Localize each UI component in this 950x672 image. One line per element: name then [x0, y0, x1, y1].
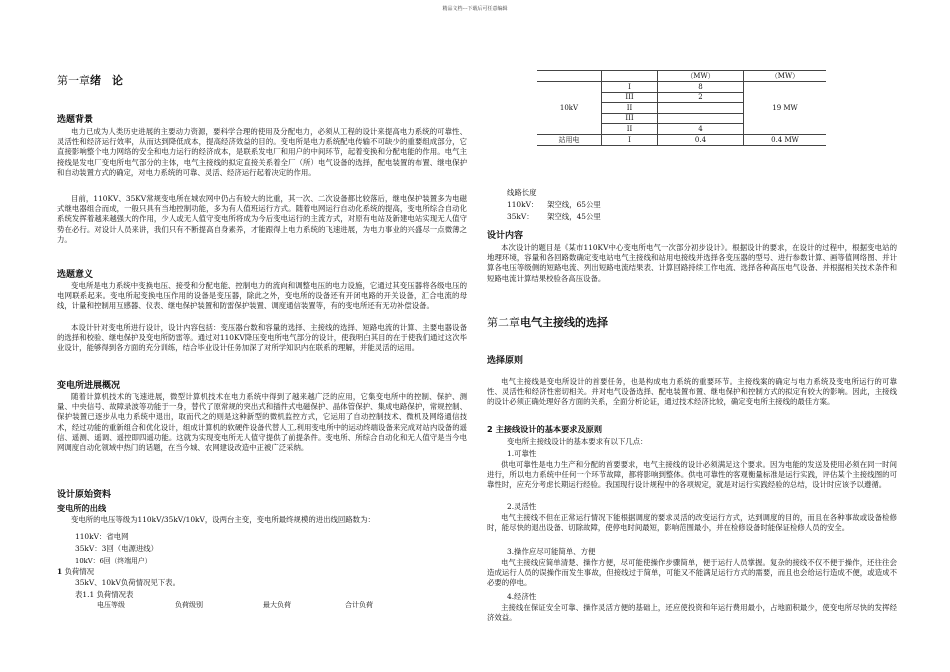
line-length-heading: 线路长度 — [507, 188, 537, 197]
section-raw-data-heading: 设计原始资料 — [57, 490, 112, 500]
significance-paragraph-1: 变电所是电力系统中变换电压、接受和分配电能、控制电力的流向和调整电压的电力设施，它通过其变压器将各级电压的电网联系起来。变电所起变换电压作用的设备是变压器，除此之外，变电所的设备还有开闭电路的开关设备，汇合电流的母线，计量和控制用互感器、仪表、继电保护装置和防雷保护装置、调度通信装置等，有的变电所还有无功补偿设备。 — [57, 281, 467, 311]
section-significance-heading: 选题意义 — [57, 270, 94, 280]
load-cell — [658, 113, 744, 124]
design-content-heading: 设计内容 — [487, 231, 524, 241]
load-table-header — [97, 599, 405, 610]
chapter-2-prefix: 第二章 — [487, 316, 520, 329]
load-heading-number: 1 — [57, 567, 63, 576]
chapter-1-prefix: 第一章 — [57, 74, 90, 87]
level-cell: II — [602, 124, 658, 135]
line-length-voltage: 110kV： — [507, 200, 539, 209]
line-10kv: 10kV：6回（终端用户） — [75, 557, 152, 565]
load-cell: 2 — [658, 92, 744, 103]
req-simplicity-title: 3.操作应尽可能简单、方便 — [507, 547, 596, 556]
load-table-continued — [537, 70, 826, 146]
unit-header-total: （MW） — [744, 71, 827, 82]
chapter-1-title — [57, 72, 123, 88]
table-cell-empty — [537, 71, 602, 82]
req-reliability-title: 1.可靠性 — [507, 449, 537, 458]
header-max-load: 最大负荷 — [263, 600, 291, 609]
requirements-intro: 变电所主接线设计的基本要求有以下几点： — [507, 437, 648, 446]
total-10kv-cell: 19 MW — [744, 82, 827, 135]
load-heading-text: 负荷情况 — [64, 567, 95, 576]
req-simplicity-paragraph: 电气主接线应简单清楚、操作方便，尽可能使操作步骤简单，便于运行人员掌握。复杂的接线不仅不便于操作，还往往会造成运行人员的误操作而发生事故，但接线过于简单，可能又不能满足运行方式的需要，而且也会给运行造成不便，或造成不必要的停电。 — [487, 558, 897, 588]
chapter-2-name: 电气主接线的选择 — [520, 316, 608, 329]
line-length-voltage: 35kV： — [507, 212, 534, 221]
load-heading — [57, 566, 94, 577]
basic-requirements-text: 主接线设计的基本要求及原则 — [495, 424, 603, 434]
load-paragraph: 35kV、10kV负荷情况见下表。 — [75, 578, 180, 587]
outgoing-lines-heading: 变电所的出线 — [57, 503, 107, 513]
line-length-110kv — [507, 199, 601, 210]
section-progress-heading: 变电所进展概况 — [57, 381, 121, 391]
header-voltage-level: 电压等级 — [97, 600, 125, 609]
selection-principle-paragraph: 电气主接线是变电所设计的首要任务，也是构成电力系统的重要环节。主接线案的确定与电力系统及变电所运行的可靠性、灵活性和经济性密切相关。并对电气设备选择、配电装置布置、继电保护和控制方式的拟定有较大的影响。因此，主接线的设计必须正确处理好各方面的关系，全面分析论证，通过技术经济比较，确定变电所主接线的最佳方案。 — [487, 377, 897, 407]
req-flexibility-title: 2.灵活性 — [507, 502, 537, 511]
progress-paragraph: 随着计算机技术的飞速进展，微型计算机技术在电力系统中得到了越来越广泛的应用，它集变电所中的控制、保护、测量、中央信号、故障录波等功能于一身，替代了原常规的突出式和插件式电磁保护、晶体管保护、集成电路保护，常规控制、保护装置已逐步从电力系统中退出，取而代之的则是这种新型的微机监控方式，它运用了自动控制技术、微机及网络通信技术，经过功能的重新组合和优化设计，组成计算机的软硬件设备代替人工,利用变电所中的运动终端设备来完成对站内设备的遥信、遥测、遥调、遥控即四遥功能。这就为实现变电所无人值守提供了前提条件。变电所、所综合自动化和无人值守是当今电网调度自动化领域中热门的话题，在当今城、农网建设改造中正被广泛采纳。 — [57, 392, 467, 453]
load-cell: 8 — [658, 82, 744, 93]
outgoing-lines-paragraph: 变电所的电压等级为110kV/35kV/10kV，设两台主变，变电所最终规模的进出线回路数为： — [71, 515, 375, 524]
chapter-2-title — [487, 314, 608, 330]
station-total-cell: 0.4 MW — [744, 134, 827, 145]
station-use-cell: 站用电 — [537, 134, 602, 145]
background-paragraph-2: 目前，110KV、35KV常规变电所在城农网中仍占有较大的比重，其一次、二次设备都比较落后，继电保护装置多为电磁式继电器组合而成，一般只具有当地控制功能，多为有人值班运行方式。随着电网运行自动化系统的提高，变电所综合自动化系统发挥着越来越强大的作用，少人或无人值守变电所将成为今后变电运行的主流方式，对原有电站及新建电站实现无人值守势在必行。对设计人员来讲，我们只有不断提高自身素养，才能跟得上电力系统的飞速进展，为电力事业的兴盛尽一点微薄之力。 — [57, 194, 467, 244]
significance-paragraph-2: 本设计针对变电所进行设计，设计内容包括：变压器台数和容量的选择、主接线的选择、短路电流的计算、主要电器设备的选择和校验、继电保护及变电所防雷等。通过对110KV降压变电所电气部分的设计，使我明白其目的在于使我们通过这次毕业设计，能够得到各方面的充分训练，结合毕业设计任务加深了对所学知识内在联系的理解，并能灵活的运用。 — [57, 323, 467, 353]
line-35kv: 35kV：3回（电源进线） — [75, 544, 159, 553]
station-level-cell: I — [602, 134, 658, 145]
table-cell-empty — [602, 71, 658, 82]
req-economy-title: 4.经济性 — [507, 592, 537, 601]
section-background-heading: 选题背景 — [57, 115, 94, 125]
table-caption: 表1.1 负荷情况表 — [75, 590, 134, 599]
req-flexibility-paragraph: 电气主接线不但在正常运行情况下能根据调度的要求灵活的改变运行方式，达到调度的目的，而且在各种事故或设备检修时，能尽快的退出设备、切除故障，使停电时间最短，影响范围最小，并在检修设备时能保证检修人员的安全。 — [487, 513, 897, 533]
req-reliability-paragraph: 供电可靠性是电力生产和分配的首要要求，电气主接线的设计必须满足这个要求。因为电能的发送及使用必须在同一时间进行，所以电力系统中任何一个环节故障，都将影响到整体。供电可靠性的客观衡量标准是运行实践，评估某个主接线图的可靠性时，应充分考虑长期运行经验。我国现行设计规程中的各项规定，就是对运行实践经验的总结，设计时应该予以遵循。 — [487, 460, 897, 490]
line-length-desc: 架空线，65公里 — [547, 200, 601, 209]
station-load-cell: 0.4 — [658, 134, 744, 145]
line-length-desc: 架空线，45公里 — [547, 212, 601, 221]
basic-requirements-heading — [487, 424, 602, 435]
req-economy-paragraph: 主接线在保证安全可靠、操作灵活方便的基础上，还应使投资和年运行费用最小，占地面积最少，使变电所尽快的发挥经济效益。 — [487, 603, 897, 623]
chapter-1-name: 绪 论 — [90, 74, 123, 87]
header-load-level: 负荷级别 — [175, 600, 203, 609]
voltage-10kv-cell: 10kV — [537, 82, 602, 135]
design-content-paragraph: 本次设计的题目是《某市110KV中心变电所电气一次部分初步设计》。根据设计的要求，在设计的过程中，根据变电站的地理环境，容量和各回路数确定变电站电气主接线和站用电接线并选择各变压器的型号、进行参数计算、画等值网络图、并计算各电压等级侧的短路电流、列出短路电流结果表、计算回路持续工作电流、选择各种高压电气设备、并根据相关技术条件和短路电流计算结果校验各高压设备。 — [487, 243, 897, 283]
level-cell: I — [602, 82, 658, 93]
line-110kv: 110kV：省电网 — [75, 532, 129, 541]
line-length-35kv — [507, 211, 601, 222]
level-cell: III — [602, 92, 658, 103]
background-paragraph-1: 电力已成为人类历史进展的主要动力资源，要科学合理的使用及分配电力，必须从工程的设计来提高电力系统的可靠性、灵活性和经济运行效率，从而达到降低成本，提高经济效益的目的。变电所是电力系统配电传输不可缺少的重要组成部分，它直接影响整个电力网络的安全和电力运行的经济成本，是联系发电厂和用户的中间环节，起着变换和分配电能的作用。电气主接线是发电厂变电所电气部分的主体，电气主接线的拟定直接关系着全厂（所）电气设备的选择，配电装置的布置、继电保护和自动装置方式的确定，对电力系统的可靠、灵活、经济运行起着决定的作用。 — [57, 127, 467, 177]
level-cell: III — [602, 113, 658, 124]
header-total-load: 合计负荷 — [345, 600, 373, 609]
page-header: 精品文档---下载后可任意编辑 — [442, 6, 508, 12]
unit-header-max: （MW） — [658, 71, 744, 82]
level-cell: II — [602, 103, 658, 114]
load-cell — [658, 103, 744, 114]
selection-principle-heading: 选择原则 — [487, 356, 524, 366]
load-cell: 4 — [658, 124, 744, 135]
basic-requirements-number: 2 — [487, 424, 493, 434]
